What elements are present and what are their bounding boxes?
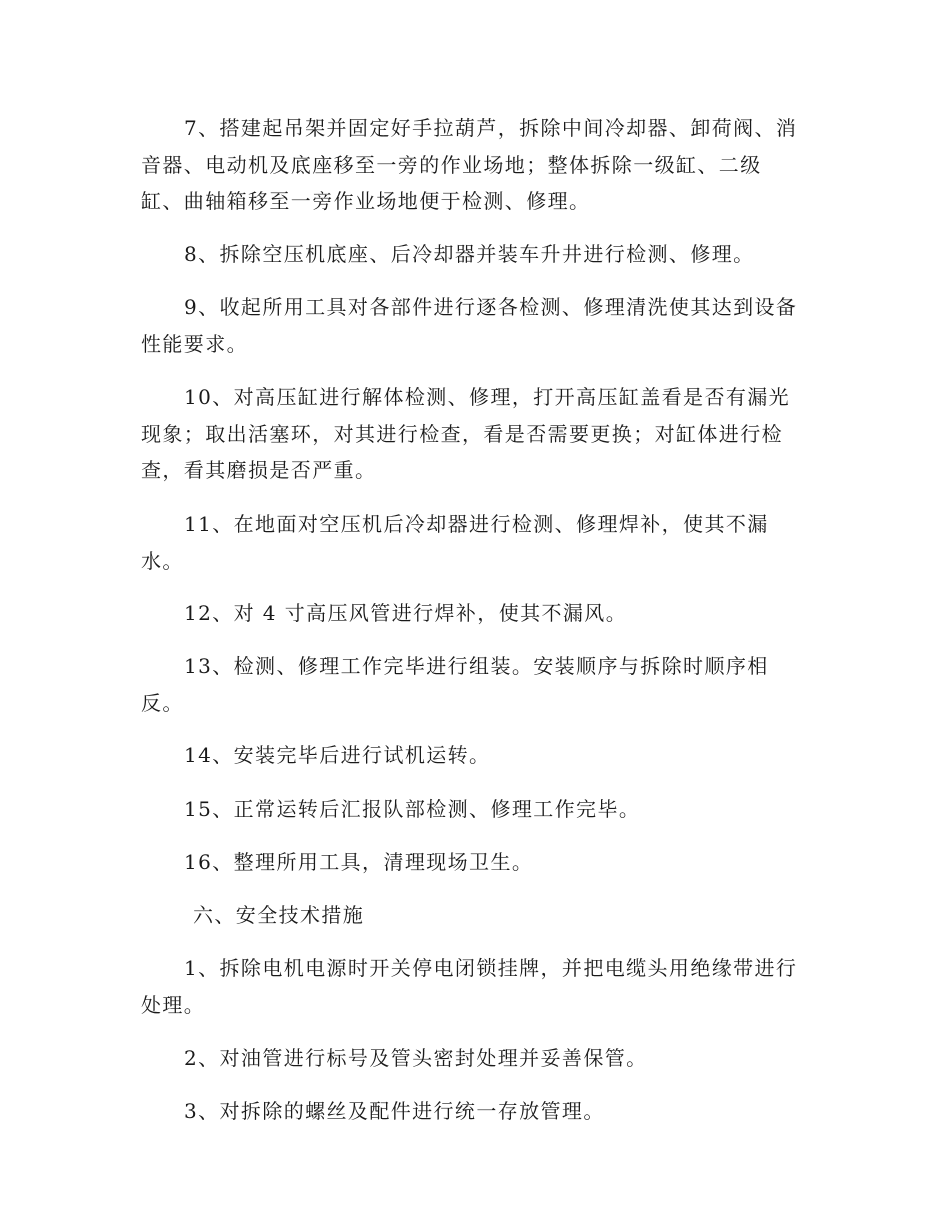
paragraph-step-9: [141, 289, 809, 362]
text-line: 性能要求。: [141, 331, 248, 356]
text-line: 12、对 4 寸高压风管进行焊补，使其不漏风。: [184, 601, 628, 625]
text-line: 缸、曲轴箱移至一旁作业场地便于检测、修理。: [141, 189, 591, 213]
text-line: 10、对高压缸进行解体检测、修理，打开高压缸盖看是否有漏光: [184, 385, 791, 409]
paragraph-step-12: [141, 595, 809, 632]
paragraph-step-7: [141, 110, 809, 220]
text-line: 11、在地面对空压机后冷却器进行检测、修理焊补，使其不漏: [184, 512, 769, 536]
text-line: 1、拆除电机电源时开关停电闭锁挂牌，并把电缆头用绝缘带进行: [184, 956, 798, 980]
text-line: 7、搭建起吊架并固定好手拉葫芦，拆除中间冷却器、卸荷阀、消: [184, 116, 798, 140]
text-line: 13、检测、修理工作完毕进行组装。安装顺序与拆除时顺序相: [184, 654, 769, 678]
text-line: 音器、电动机及底座移至一旁的作业场地；整体拆除一级缸、二级: [141, 152, 762, 177]
paragraph-step-8: [141, 236, 809, 273]
text-line: 2、对油管进行标号及管头密封处理并妥善保管。: [184, 1046, 648, 1070]
paragraph-step-11: [141, 506, 809, 579]
text-line: 8、拆除空压机底座、后冷却器并装车升井进行检测、修理。: [184, 242, 755, 266]
text-line: 查，看其磨损是否严重。: [141, 458, 377, 482]
paragraph-step-16: [141, 844, 809, 881]
heading-text: 六、安全技术措施: [193, 903, 365, 927]
text-line: 15、正常运转后汇报队部检测、修理工作完毕。: [184, 797, 641, 821]
paragraph-step-15: [141, 791, 809, 828]
text-line: 14、安装完毕后进行试机运转。: [184, 743, 491, 767]
paragraph-step-10: [141, 379, 809, 489]
section-heading: [141, 897, 809, 934]
text-line: 反。: [141, 690, 184, 715]
paragraph-step-14: [141, 737, 809, 774]
paragraph-safety-1: [141, 950, 809, 1023]
text-line: 3、对拆除的螺丝及配件进行统一存放管理。: [184, 1099, 605, 1123]
text-line: 16、整理所用工具，清理现场卫生。: [184, 850, 534, 874]
text-line: 现象；取出活塞环，对其进行检查，看是否需要更换；对缸体进行检: [141, 421, 783, 446]
text-line: 水。: [141, 548, 184, 573]
paragraph-safety-3: [141, 1093, 809, 1130]
paragraph-safety-2: [141, 1040, 809, 1077]
paragraph-step-13: [141, 648, 809, 721]
text-line: 处理。: [141, 992, 206, 1017]
text-line: 9、收起所用工具对各部件进行逐各检测、修理清洗使其达到设备: [184, 295, 798, 319]
